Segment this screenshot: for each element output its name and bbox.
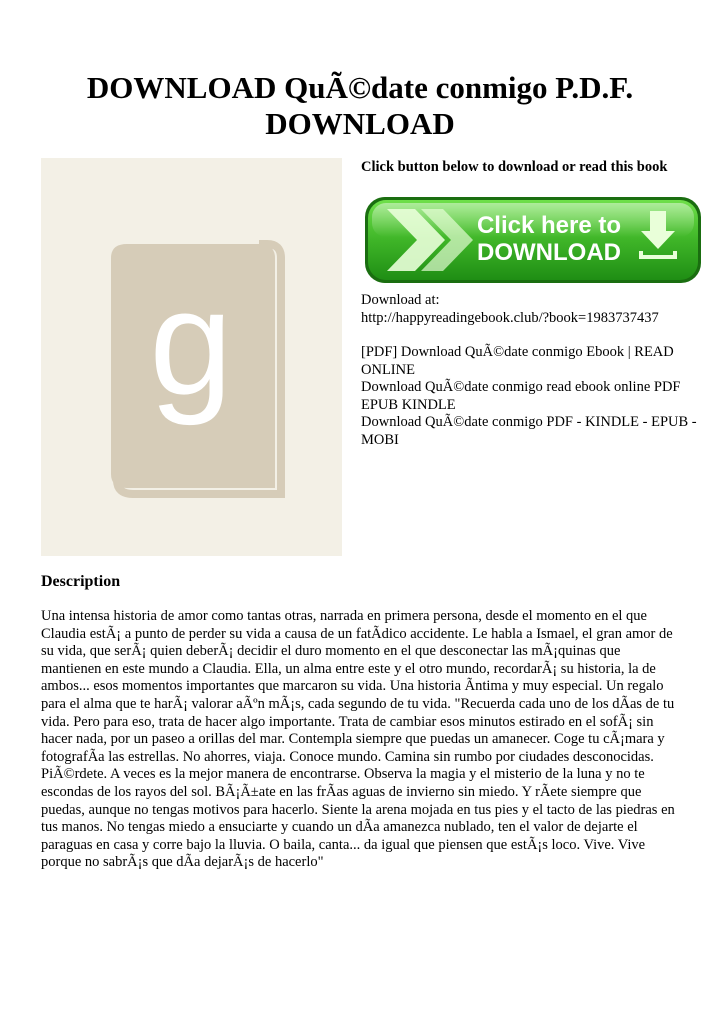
download-button[interactable]	[363, 195, 703, 285]
download-prompt: Click button below to download or read this book	[361, 159, 668, 175]
download-info	[361, 292, 706, 449]
download-line-pdf: [PDF] Download QuÃ©date conmigo Ebook | READ ONLINE	[361, 344, 674, 378]
description-heading: Description	[41, 573, 121, 590]
download-line-formats: Download QuÃ©date conmigo PDF - KINDLE - EPUB - MOBI	[361, 414, 697, 448]
button-line1: Click here to	[476, 212, 622, 239]
description-body: Una intensa historia de amor como tantas otras, narrada en primera persona, desde el momento en el que Claudia estÃ¡ a punto de perder su vida a causa de un fatÃdico accidente. Le habla a Ismael, el gran amor de su vida, que serÃ¡ quien deberÃ¡ decidir el duro momento en el que desconectar las mÃ¡quinas que mantienen en este mundo a Claudia. Ella, un alma entre este y el otro mundo, recordarÃ¡ su historia, la de ambos... esos momentos importantes que marcaron su vida. Una historia Ãntima y muy especial. Un regalo para el alma que te harÃ¡ valorar aÃºn mÃ¡s, cada segundo de tu vida. "Recuerda cada uno de los dÃas de tu vida. Pero para eso, trata de hacer algo importante. Trata de cambiar esos minutos estirado en el sofÃ¡ sin hacer nada, por un paseo a orillas del mar. Contempla siempre que puedas un amanecer. Coge tu cÃ¡mara y fotografÃa las estrellas. No ahorres, viaja. Conoce mundo. Camina sin rumbo por ciudades desconocidas. PiÃ©rdete. A veces es la mejor manera de encontrarse. Observa la magia y el misterio de la luna y no te escondas de los rayos del sol. BÃ¡Ã±ate en las frÃas aguas de invierno sin miedo. Y rÃete siempre que puedas, aunque no tengas motivos para hacerlo. Siente la arena mojada en tus pies y el tacto de las piedras en tus manos. No tengas miedo a ensuciarte y cuando un dÃa amanezca nublado, ten el valor de dejarte el paraguas en casa y corre bajo la lluvia. O baila, canta... da igual que piensen que estÃ¡s loco. Vive. Vive porque no sabrÃ¡s que dÃa dejarÃ¡s de hacerlo"	[41, 608, 675, 871]
download-at-label: Download at:	[361, 292, 440, 308]
page-title: DOWNLOAD QuÃ©date conmigo P.D.F. DOWNLOAD	[86, 70, 634, 141]
download-url[interactable]: http://happyreadingebook.club/?book=1983737437	[361, 309, 659, 326]
book-cover-image	[41, 158, 342, 556]
download-line-read: Download QuÃ©date conmigo read ebook online PDF EPUB KINDLE	[361, 379, 681, 413]
button-line2: DOWNLOAD	[477, 239, 621, 266]
svg-text:g: g	[149, 258, 233, 426]
book-g-icon	[41, 158, 342, 556]
